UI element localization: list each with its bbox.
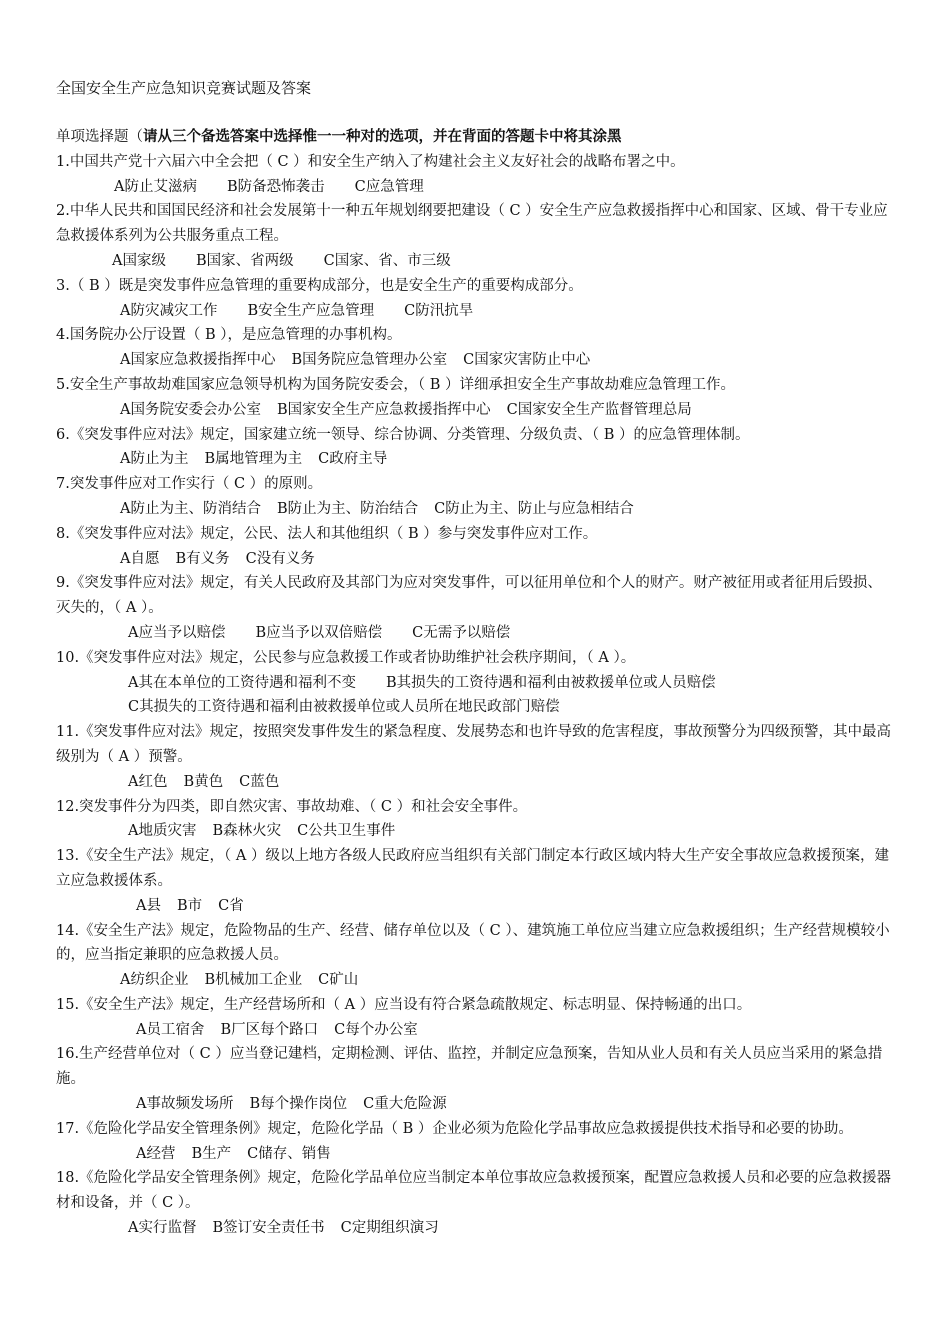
question-stem: 1.中国共产党十六届六中全会把（ C ）和安全生产纳入了构建社会主义友好社会的战略布署之中。 <box>56 153 685 170</box>
answer-option: A地质灾害 <box>128 823 197 840</box>
question-options <box>56 621 894 646</box>
section-instruction: 请从三个备选答案中选择惟一一种对的选项，并在背面的答题卡中将其涂黑 <box>143 128 622 145</box>
answer-option: B签订安全责任书 <box>212 1220 325 1237</box>
question-stem: 5.安全生产事故劫难国家应急领导机构为国务院安委会，（ B ）详细承担安全生产事故劫难应急管理工作。 <box>56 376 735 393</box>
answer-option: A实行监督 <box>128 1220 197 1237</box>
question-options <box>56 249 894 274</box>
answer-option: A国家应急救援指挥中心 <box>120 352 276 369</box>
answer-option: B国家安全生产应急救援指挥中心 <box>276 401 491 418</box>
question-options <box>56 497 894 522</box>
answer-option: C省 <box>218 897 244 914</box>
answer-option: A国务院安委会办公室 <box>120 401 261 418</box>
answer-option: C定期组织演习 <box>340 1220 439 1237</box>
answer-option: B安全生产应急管理 <box>247 302 375 319</box>
answer-option: B黄色 <box>183 773 224 790</box>
answer-option: B有义务 <box>175 550 230 567</box>
answer-option: C公共卫生事件 <box>297 823 396 840</box>
question-stem: 17.《危险化学品安全管理条例》规定，危险化学品（ B ）企业必须为危险化学品事故应急救援提供技术指导和必要的协助。 <box>56 1120 853 1137</box>
answer-option: C无需予以赔偿 <box>412 624 511 641</box>
answer-option: A应当予以赔偿 <box>128 624 226 641</box>
question-options <box>56 447 894 472</box>
answer-option: B防止为主、防治结合 <box>276 500 419 517</box>
answer-option: B生产 <box>191 1145 232 1162</box>
answer-option: C储存、销售 <box>247 1145 331 1162</box>
question-options <box>56 671 894 696</box>
answer-option: B国务院应急管理办公室 <box>291 352 448 369</box>
question-options <box>56 1018 894 1043</box>
question-stem: 2.中华人民共和国国民经济和社会发展第十一种五年规划纲要把建设（ C ）安全生产应急救援指挥中心和国家、区域、骨干专业应急救援体系列为公共服务重点工程。 <box>56 203 888 245</box>
question-stem: 10.《突发事件应对法》规定，公民参与应急救援工作或者协助维护社会秩序期间，（ A ）。 <box>56 649 636 666</box>
answer-option: C蓝色 <box>239 773 280 790</box>
section-heading <box>56 125 894 150</box>
answer-option: C应急管理 <box>354 178 424 195</box>
answer-option: B防备恐怖袭击 <box>226 178 325 195</box>
question-list <box>56 150 894 1241</box>
question-stem: 3.（ B ）既是突发事件应急管理的重要构成部分，也是安全生产的重要构成部分。 <box>56 277 583 294</box>
question-stem: 11.《突发事件应对法》规定，按照突发事件发生的紧急程度、发展势态和也许导致的危害程度，事故预警分为四级预警，其中最高级别为（ A ）预警。 <box>56 724 892 765</box>
question-stem: 7.突发事件应对工作实行（ C ）的原则。 <box>56 476 323 493</box>
question-stem: 15.《安全生产法》规定，生产经营场所和（ A ）应当设有符合紧急疏散规定、标志明显、保持畅通的出口。 <box>56 996 752 1013</box>
answer-option: A防止艾滋病 <box>114 178 197 195</box>
question-options <box>56 770 894 795</box>
answer-option: A自愿 <box>120 550 160 567</box>
section-label: 单项选择题（ <box>56 129 143 145</box>
answer-option: B每个操作岗位 <box>249 1096 348 1113</box>
question-stem: 8.《突发事件应对法》规定，公民、法人和其他组织（ B ）参与突发事件应对工作。 <box>56 525 598 542</box>
answer-option: C矿山 <box>318 972 359 989</box>
answer-option: B国家、省两级 <box>195 252 294 269</box>
question-stem: 9.《突发事件应对法》规定，有关人民政府及其部门为应对突发事件，可以征用单位和个人的财产。财产被征用或者征用后毁损、灭失的，（ A ）。 <box>56 575 882 617</box>
answer-option: C国家灾害防止中心 <box>463 352 591 369</box>
answer-option: A国家级 <box>112 252 166 269</box>
answer-option: A县 <box>136 897 161 914</box>
answer-option: C政府主导 <box>318 451 388 468</box>
question-stem: 13.《安全生产法》规定，（ A ）级以上地方各级人民政府应当组织有关部门制定本行政区域内特大生产安全事故应急救援预案，建立应急救援体系。 <box>56 848 889 889</box>
answer-option: C每个办公室 <box>334 1021 418 1038</box>
question-options <box>56 968 894 993</box>
question-stem: 14.《安全生产法》规定，危险物品的生产、经营、储存单位以及（ C ）、建筑施工单位应当建立应急救援组织；生产经营规模较小的，应当指定兼职的应急救援人员。 <box>56 922 890 964</box>
answer-option: C其损失的工资待遇和福利由被救援单位或人员所在地民政部门赔偿 <box>128 699 560 716</box>
answer-option: A员工宿舍 <box>136 1021 205 1038</box>
answer-option: A防止为主 <box>120 451 189 468</box>
question-options <box>56 695 894 720</box>
answer-option: C防汛抗旱 <box>404 302 474 319</box>
answer-option: B应当予以双倍赔偿 <box>255 624 383 641</box>
question-options <box>56 348 894 373</box>
question-stem: 6.《突发事件应对法》规定，国家建立统一领导、综合协调、分类管理、分级负责、（ B ）的应急管理体制。 <box>56 426 750 443</box>
question-options <box>56 1142 894 1167</box>
question-options <box>56 819 894 844</box>
answer-option: B机械加工企业 <box>204 972 303 989</box>
answer-option: B其损失的工资待遇和福利由被救援单位或人员赔偿 <box>385 674 716 691</box>
question-options <box>56 175 894 200</box>
question-stem: 4.国务院办公厅设置（ B ），是应急管理的办事机构。 <box>56 327 402 344</box>
answer-option: B市 <box>176 897 203 914</box>
question-stem: 12.突发事件分为四类，即自然灾害、事故劫难、（ C ）和社会安全事件。 <box>56 798 528 815</box>
question-options <box>56 894 894 919</box>
answer-option: B属地管理为主 <box>204 451 303 468</box>
question-stem: 18.《危险化学品安全管理条例》规定，危险化学品单位应当制定本单位事故应急救援预案，配置应急救援人员和必要的应急救援器材和设备，并（ C ）。 <box>56 1170 892 1212</box>
question-options <box>56 547 894 572</box>
question-options <box>56 1216 894 1241</box>
answer-option: B森林火灾 <box>212 823 282 840</box>
answer-option: A经营 <box>136 1145 176 1162</box>
answer-option: A其在本单位的工资待遇和福利不变 <box>128 674 356 691</box>
question-options <box>56 299 894 324</box>
answer-option: A防灾减灾工作 <box>120 302 218 319</box>
answer-option: C国家、省、市三级 <box>323 252 451 269</box>
question-options <box>56 1092 894 1117</box>
answer-option: C没有义务 <box>245 550 315 567</box>
answer-option: A事故频发场所 <box>136 1096 234 1113</box>
answer-option: A纺织企业 <box>120 972 189 989</box>
question-stem: 16.生产经营单位对（ C ）应当登记建档，定期检测、评估、监控，并制定应急预案，告知从业人员和有关人员应当采用的紧急措施。 <box>56 1046 883 1088</box>
document-title: 全国安全生产应急知识竞赛试题及答案 <box>56 79 312 97</box>
answer-option: C国家安全生产监督管理总局 <box>506 401 692 418</box>
answer-option: C重大危险源 <box>363 1096 447 1113</box>
answer-option: A红色 <box>128 773 168 790</box>
answer-option: B厂区每个路口 <box>220 1021 319 1038</box>
question-options <box>56 398 894 423</box>
answer-option: A防止为主、防消结合 <box>120 500 261 517</box>
answer-option: C防止为主、防止与应急相结合 <box>434 500 634 517</box>
